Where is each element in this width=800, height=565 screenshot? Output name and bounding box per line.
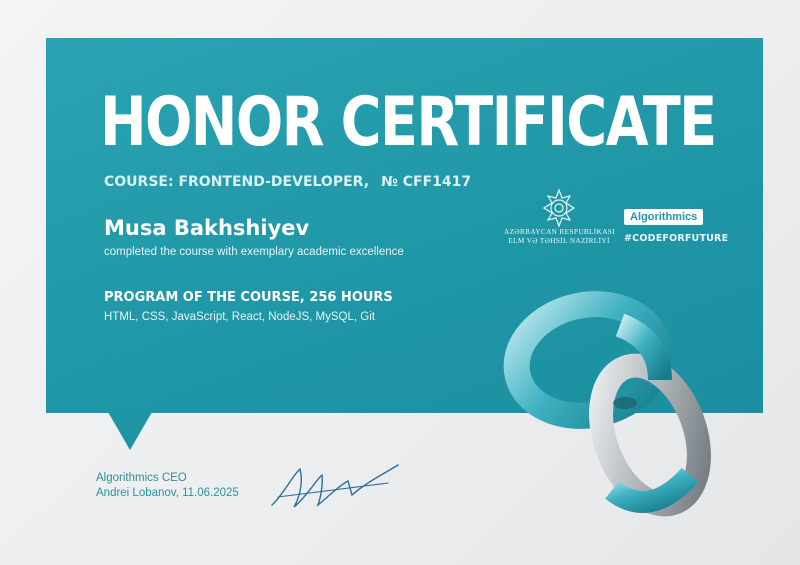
ministry-emblem-icon xyxy=(536,188,582,228)
certificate-number: № CFF1417 xyxy=(381,174,472,190)
student-name: Musa Bakhshiyev xyxy=(104,216,310,240)
ministry-line2: ELM VƏ TƏHSİL NAZİRLİYİ xyxy=(508,237,610,245)
chain-links-icon xyxy=(500,285,720,520)
brand-badge: Algorithmics xyxy=(624,209,703,225)
ceo-name-date: Andrei Lobanov, 11.06.2025 xyxy=(96,487,239,499)
brand-block xyxy=(624,207,728,244)
brand-hashtag: #CODEFORFUTURE xyxy=(624,233,729,244)
ceo-title: Algorithmics CEO xyxy=(96,472,187,484)
ministry-logo xyxy=(504,188,614,246)
course-label: COURSE: FRONTEND-DEVELOPER, xyxy=(104,174,370,190)
signature-icon xyxy=(268,455,403,515)
certificate-title: HONOR CERTIFICATE xyxy=(100,83,716,162)
program-list: HTML, CSS, JavaScript, React, NodeJS, MySQL, Git xyxy=(104,311,375,323)
ministry-line1: AZƏRBAYCAN RESPUBLİKASI xyxy=(504,228,615,236)
program-title: PROGRAM OF THE COURSE, 256 HOURS xyxy=(104,290,393,305)
course-line xyxy=(104,174,471,190)
banner-tail xyxy=(108,412,152,450)
completion-text: completed the course with exemplary academic excellence xyxy=(104,246,404,258)
